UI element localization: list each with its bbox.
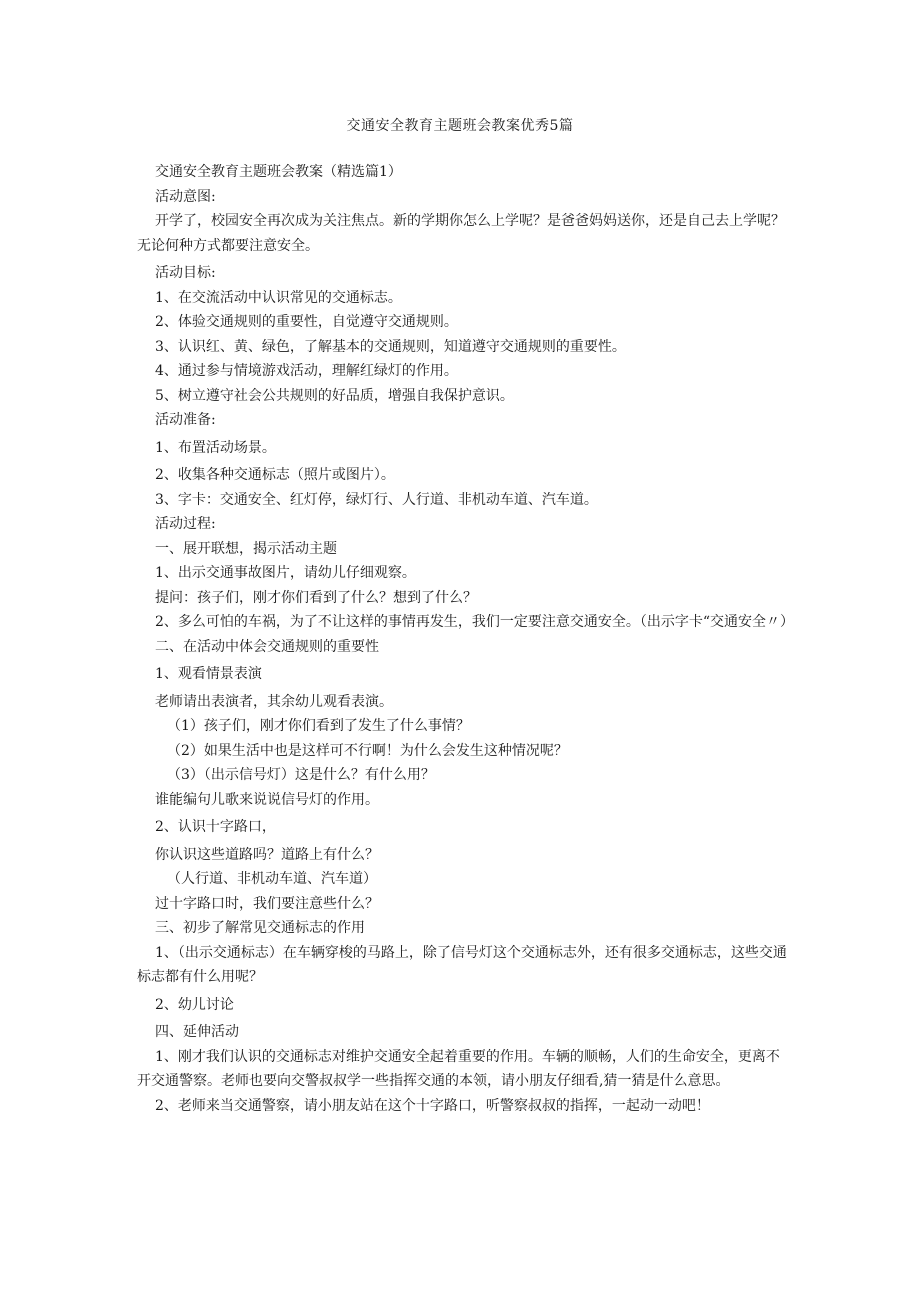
list-item: 2、多么可怕的车祸，为了不让这样的事情再发生，我们一定要注意交通安全。（出示字卡“交通安全〃） xyxy=(155,614,795,630)
document-title: 交通安全教育主题班会教案优秀5篇 xyxy=(346,118,574,134)
list-item: （2）如果生活中也是这样可不行啊！为什么会发生这种情况呢？ xyxy=(167,742,568,759)
list-item: 1、在交流活动中认识常见的交通标志。 xyxy=(155,289,402,306)
paragraph: 活动准备: xyxy=(155,412,216,428)
list-item: 2、幼儿讨论 xyxy=(155,996,234,1013)
list-item: （3）（出示信号灯）这是什么？有什么用？ xyxy=(167,767,435,783)
paragraph: 三、初步了解常见交通标志的作用 xyxy=(155,920,365,936)
paragraph: （人行道、非机动车道、汽车道） xyxy=(167,871,377,887)
paragraph: 活动意图: xyxy=(155,188,216,205)
list-item: 2、体验交通规则的重要性，自觉遵守交通规则。 xyxy=(155,314,458,330)
section-heading: 交通安全教育主题班会教案（精选篇1） xyxy=(155,164,402,180)
list-item: 3、字卡：交通安全、红灯停，绿灯行、人行道、非机动车道、汽车道。 xyxy=(155,491,598,508)
paragraph: 活动目标: xyxy=(155,265,216,281)
list-item: 4、通过参与情境游戏活动，理解红绿灯的作用。 xyxy=(155,363,458,379)
list-item: 2、收集各种交通标志（照片或图片）。 xyxy=(155,467,395,483)
paragraph: 老师请出表演者，其余幼儿观看表演。 xyxy=(155,693,393,710)
list-item: 1、刚才我们认识的交通标志对维护交通安全起着重要的作用。车辆的顺畅，人们的生命安全，更离不开交通警察。老师也要向交警叔叔学一些指挥交通的本领，请小朋友仔细看,猜一猜是什么意思。 xyxy=(137,1048,780,1089)
paragraph: 二、在活动中体会交通规则的重要性 xyxy=(155,638,379,655)
paragraph: 你认识这些道路吗？道路上有什么？ xyxy=(155,846,379,863)
list-item: 2、老师来当交通警察，请小朋友站在这个十字路口，听警察叔叔的指挥，一起动一动吧！ xyxy=(155,1097,710,1114)
paragraph: 提问：孩子们，刚才你们看到了什么？想到了什么？ xyxy=(155,589,477,606)
list-item: 1、布置活动场景。 xyxy=(155,439,276,456)
list-item: 1、观看情景表演 xyxy=(155,666,262,682)
paragraph: 开学了，校园安全再次成为关注焦点。新的学期你怎么上学呢？是爸爸妈妈送你，还是自己去上学呢？无论何种方式都要注意安全。 xyxy=(137,213,785,254)
list-item: （1）孩子们，刚才你们看到了发生了什么事情？ xyxy=(167,718,470,734)
list-item: 1、出示交通事故图片，请幼儿仔细观察。 xyxy=(155,565,416,581)
list-item: 3、认识红、黄、绿色，了解基本的交通规则，知道遵守交通规则的重要性。 xyxy=(155,338,626,355)
paragraph: 四、延伸活动 xyxy=(155,1024,239,1040)
paragraph: 活动过程: xyxy=(155,516,216,532)
paragraph: 一、展开联想，揭示活动主题 xyxy=(155,540,337,557)
list-item: 2、认识十字路口， xyxy=(155,819,276,835)
document-body xyxy=(137,160,793,1118)
list-item: 5、树立遵守社会公共规则的好品质，增强自我保护意识。 xyxy=(155,387,514,404)
paragraph: 过十字路口时，我们要注意些什么？ xyxy=(155,895,379,912)
paragraph: 谁能编句儿歌来说说信号灯的作用。 xyxy=(155,791,379,808)
list-item: 1、（出示交通标志）在车辆穿梭的马路上，除了信号灯这个交通标志外，还有很多交通标志，这些交通标志都有什么用呢？ xyxy=(137,944,787,985)
